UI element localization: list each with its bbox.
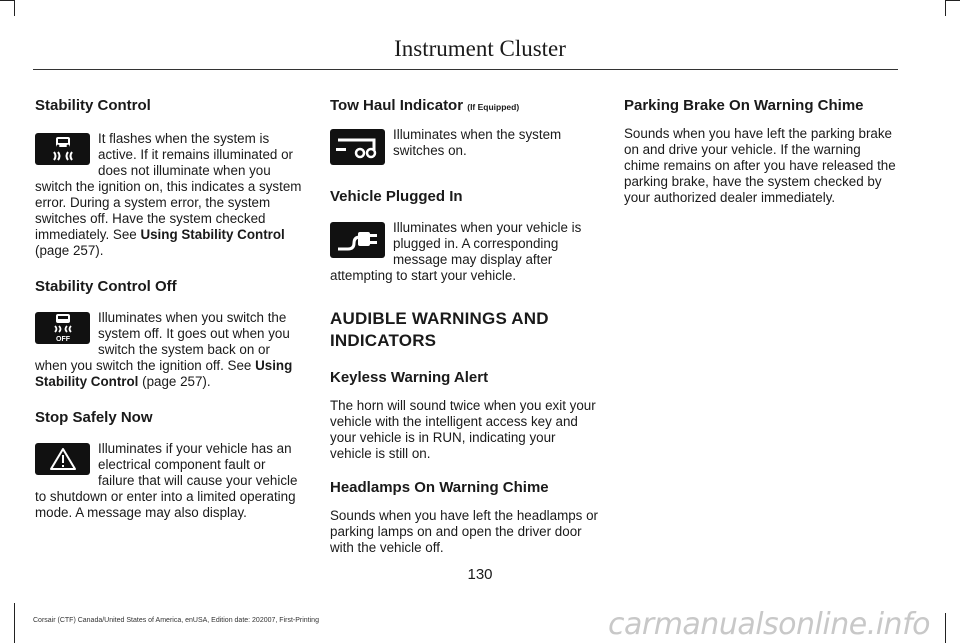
chapter-heading: AUDIBLE WARNINGS AND INDICATORS xyxy=(330,309,549,350)
crop-mark xyxy=(946,0,960,1)
section-text: Illuminates when your vehicle is plugged in. A corresponding message may display after attempting to start your vehicle. xyxy=(330,220,582,283)
section-heading: Headlamps On Warning Chime xyxy=(330,479,549,496)
section-text: Illuminates if your vehicle has an electrical component fault or failure that will cause your vehicle to shutdown or enter into a limited operating mode. A message may also display. xyxy=(35,441,298,520)
section-heading: Stability Control Off xyxy=(35,278,177,295)
tow-haul-icon xyxy=(330,129,385,165)
cross-reference-link[interactable]: Using Stability Control xyxy=(35,358,293,389)
section-text: The horn will sound twice when you exit your vehicle with the intelligent access key and your vehicle is in RUN, indicating your vehicle is still on. xyxy=(330,398,596,461)
crop-mark xyxy=(945,0,946,16)
section-text: It flashes when the system is active. If it remains illuminated or does not illuminate when you switch the ignition on, this indicates a system error. During a system error, the system switches off. Have the system checked immediately. See Using Stability Control (page 257). xyxy=(35,131,302,258)
section-heading: Stop Safely Now xyxy=(35,409,153,426)
icon-label: OFF xyxy=(55,336,70,343)
page-title: Instrument Cluster xyxy=(394,36,566,61)
vehicle-plugged-in-icon xyxy=(330,222,385,258)
crop-mark xyxy=(945,613,946,643)
column-right xyxy=(624,96,896,206)
crop-mark xyxy=(14,603,15,643)
section-text: Sounds when you have left the headlamps or parking lamps on and open the driver door with the vehicle off. xyxy=(330,508,598,555)
stability-control-off-icon xyxy=(35,312,90,344)
watermark: carmanualsonline.info xyxy=(607,607,930,642)
section-text: Illuminates when the system switches on. xyxy=(393,127,562,158)
header-divider xyxy=(33,69,898,70)
section-heading: Parking Brake On Warning Chime xyxy=(624,97,864,114)
section-text: Illuminates when you switch the system off. It goes out when you switch the system back on or when you switch the ignition off. See Using Stability Control (page 257). xyxy=(35,310,293,389)
section-text: Sounds when you have left the parking brake on and drive your vehicle. If the warning chime remains on after you have released the parking brake, have the system checked by your authorized dealer immediately. xyxy=(624,126,896,205)
cross-reference-link[interactable]: Using Stability Control xyxy=(140,227,285,242)
section-heading: Stability Control xyxy=(35,97,151,114)
footer-text: Corsair (CTF) Canada/United States of America, enUSA, Edition date: 202007, First-Printing xyxy=(33,617,319,624)
crop-mark xyxy=(0,0,14,1)
column-middle xyxy=(330,96,600,556)
section-heading: Keyless Warning Alert xyxy=(330,369,489,386)
stability-control-icon xyxy=(35,133,90,165)
crop-mark xyxy=(14,0,15,16)
section-heading: Tow Haul Indicator (If Equipped) xyxy=(330,97,520,114)
column-left xyxy=(35,96,305,521)
warning-triangle-icon xyxy=(35,443,90,475)
page-number: 130 xyxy=(467,566,493,583)
section-heading: Vehicle Plugged In xyxy=(330,188,463,205)
